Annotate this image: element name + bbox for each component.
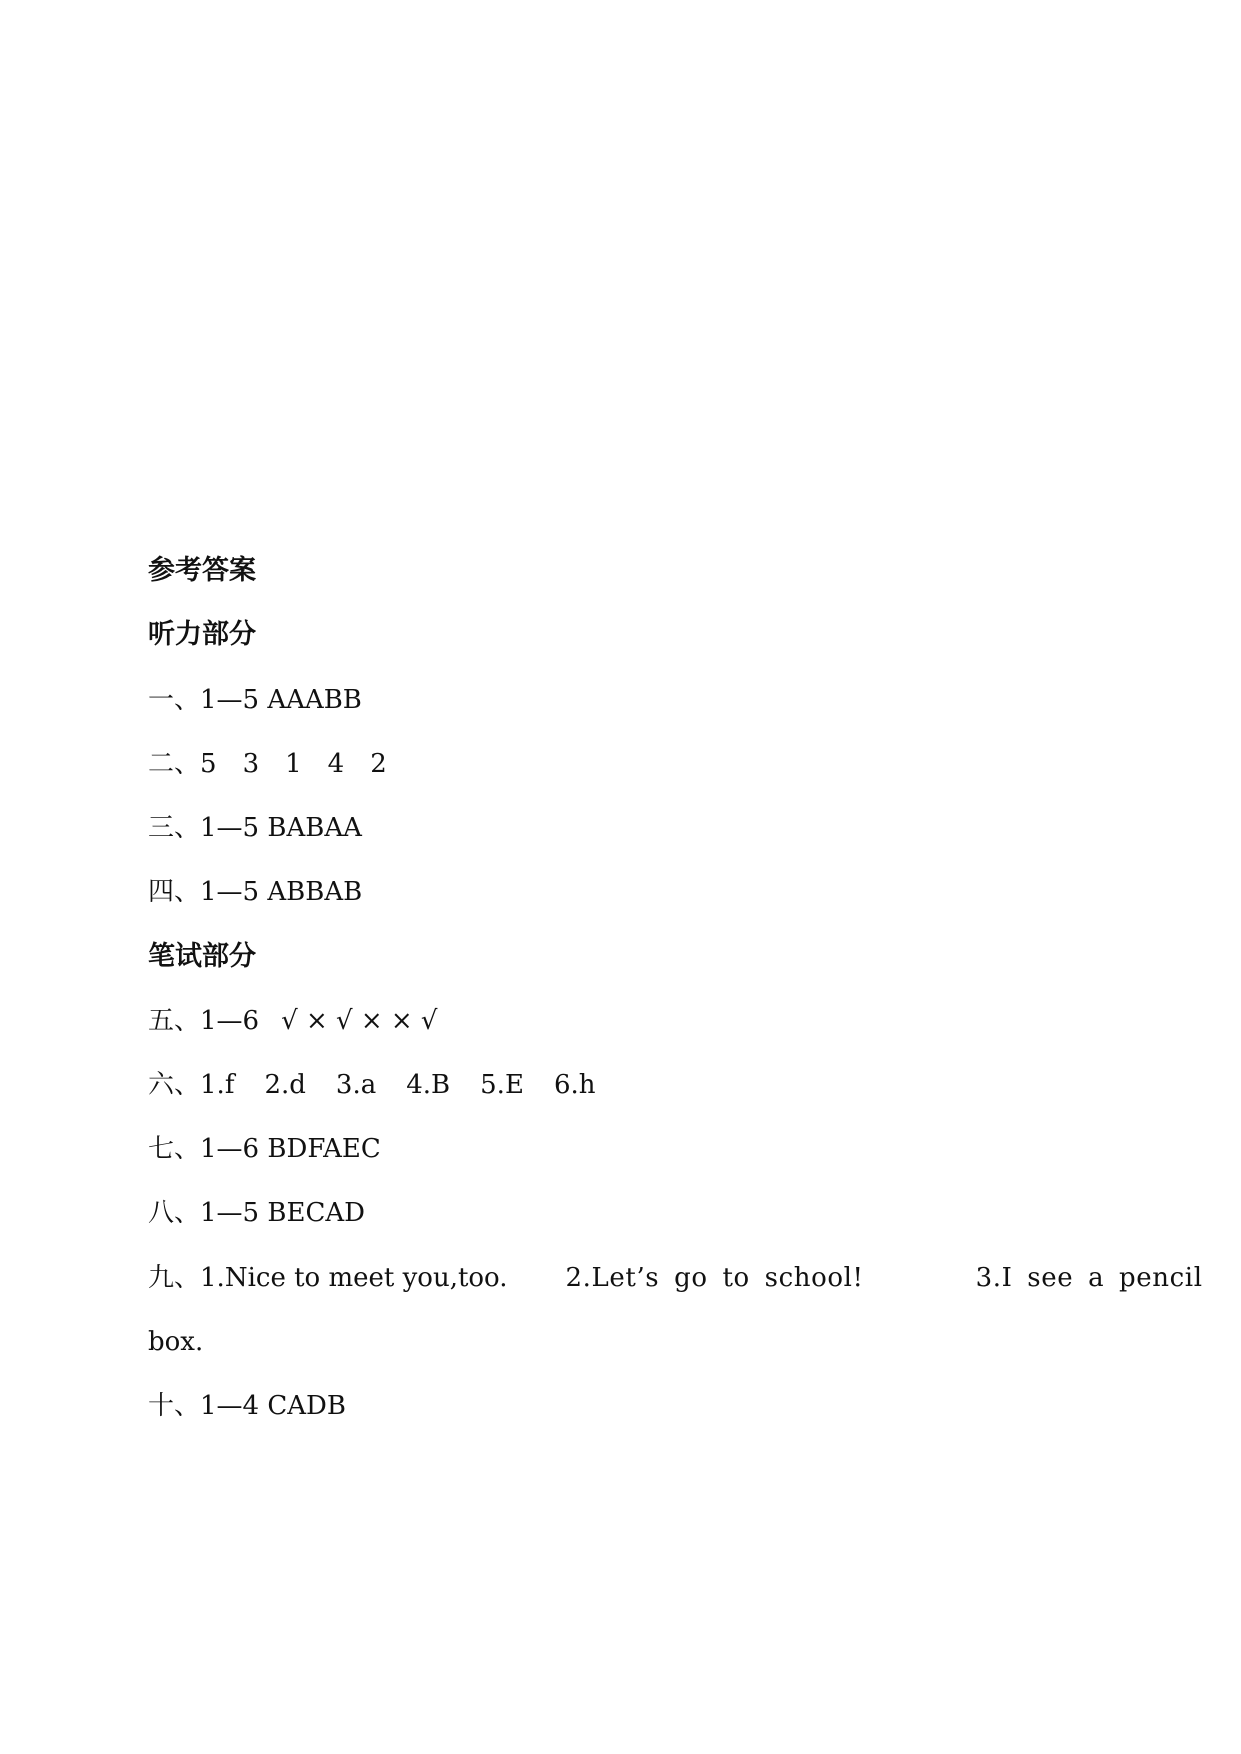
- answer-line-2: [148, 744, 387, 784]
- question-label: 八、: [148, 1198, 201, 1228]
- question-range: 1—5: [200, 685, 260, 715]
- answer-line-1: [148, 680, 362, 720]
- answer-item: 5: [200, 749, 217, 779]
- question-range: 1—4: [200, 1391, 260, 1421]
- answer-line-8: [148, 1193, 365, 1233]
- answer-item: 4: [327, 749, 345, 779]
- answer-item: 3: [242, 749, 260, 779]
- question-label: 一、: [148, 685, 201, 715]
- answer-line-9-continuation: box.: [148, 1327, 204, 1357]
- answer-sentence: 1.Nice to meet you,too.: [200, 1263, 508, 1293]
- question-range: 1—6: [200, 1006, 260, 1036]
- answer-item: 1.f: [200, 1070, 235, 1100]
- question-label: 二、: [148, 749, 201, 779]
- answer-text: AAABB: [267, 685, 362, 715]
- listening-section-heading: 听力部分: [148, 619, 256, 650]
- question-range: 1—6: [200, 1134, 260, 1164]
- answer-text: ABBAB: [267, 877, 363, 907]
- answer-text: BABAA: [267, 813, 362, 843]
- answer-text: CADB: [267, 1391, 346, 1421]
- question-range: 1—5: [200, 1198, 260, 1228]
- question-label: 五、: [148, 1006, 201, 1036]
- answer-item: 1: [285, 749, 302, 779]
- question-label: 四、: [148, 877, 201, 907]
- answer-line-3: [148, 808, 362, 848]
- answer-line-7: [148, 1129, 381, 1169]
- question-label: 九、: [148, 1263, 201, 1293]
- answer-text: BDFAEC: [267, 1134, 381, 1164]
- answer-line-10: [148, 1386, 346, 1426]
- question-range: 1—5: [200, 877, 260, 907]
- answer-sentence: 3.I see a pencil: [975, 1263, 1203, 1293]
- question-label: 六、: [148, 1070, 201, 1100]
- answer-item: 2: [370, 749, 387, 779]
- answer-line-4: [148, 872, 362, 912]
- question-range: 1—5: [200, 813, 260, 843]
- answer-sentence: 2.Let’s go to school!: [565, 1263, 864, 1293]
- answer-item: 5.E: [480, 1070, 524, 1100]
- question-label: 三、: [148, 813, 201, 843]
- page-title: 参考答案: [148, 555, 256, 586]
- question-label: 七、: [148, 1134, 201, 1164]
- answer-item: 6.h: [553, 1070, 596, 1100]
- answer-item: 2.d: [264, 1070, 306, 1100]
- answer-text: BECAD: [267, 1198, 365, 1228]
- answer-text: √ × √ × × √: [281, 1006, 438, 1036]
- question-label: 十、: [148, 1391, 201, 1421]
- writing-section-heading: 笔试部分: [148, 941, 256, 972]
- answer-line-6: [148, 1065, 596, 1105]
- answer-line-5: [148, 1001, 438, 1041]
- answer-item: 3.a: [335, 1070, 377, 1100]
- answer-line-9: [148, 1258, 1203, 1298]
- answer-item: 4.B: [406, 1070, 451, 1100]
